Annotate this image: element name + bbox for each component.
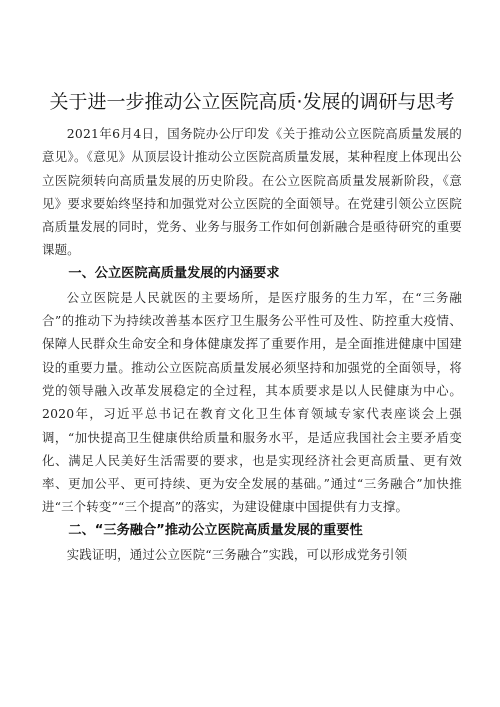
document-title: 关于进一步推动公立医院高质·发展的调研与思考	[49, 91, 455, 113]
intro-paragraph: 2021年6月4日，国务院办公厅印发《关于推动公立医院高质量发展的意见》。《意见》从顶层设计推动公立医院高质量发展，某种程度上体现出公立医院须转向高质量发展的历史阶段。在公立医院高质量发展新阶段，《意见》要求要始终坚持和加强党对公立医院的全面领导。在党建引领公立医院高质量发展的同时，党务、业务与服务工作如何创新融合是亟待研究的重要课题。	[42, 126, 462, 258]
section-heading-2: 二、“三务融合”推动公立医院高质量发展的重要性	[68, 522, 363, 538]
section-heading-1: 一、公立医院高质量发展的内涵要求	[68, 265, 280, 281]
section-1-paragraph: 公立医院是人民就医的主要场所，是医疗服务的生力军，在“三务融合”的推动下为持续改善基本医疗卫生服务公平性可及性、防控重大疫情、保障人民群众生命安全和身体健康发挥了重要作用，是全面推进健康中国建设的重要力量。推动公立医院高质量发展必须坚持和加强党的全面领导，将党的领导融入改革发展稳定的全过程，其本质要求是以人民健康为中心。2020年，习近平总书记在教育文化卫生体育领域专家代表座谈会上强调，“加快提高卫生健康供给质量和服务水平，是适应我国社会主要矛盾变化、满足人民美好生活需要的要求，也是实现经济社会更高质量、更有效率、更加公平、更可持续、更为安全发展的基础。”通过“三务融合”加快推进“三个转变”“三个提高”的落实，为建设健康中国提供有力支撑。	[42, 289, 462, 515]
section-2-paragraph: 实践证明，通过公立医院“三务融合”实践，可以形成党务引领	[66, 546, 408, 562]
